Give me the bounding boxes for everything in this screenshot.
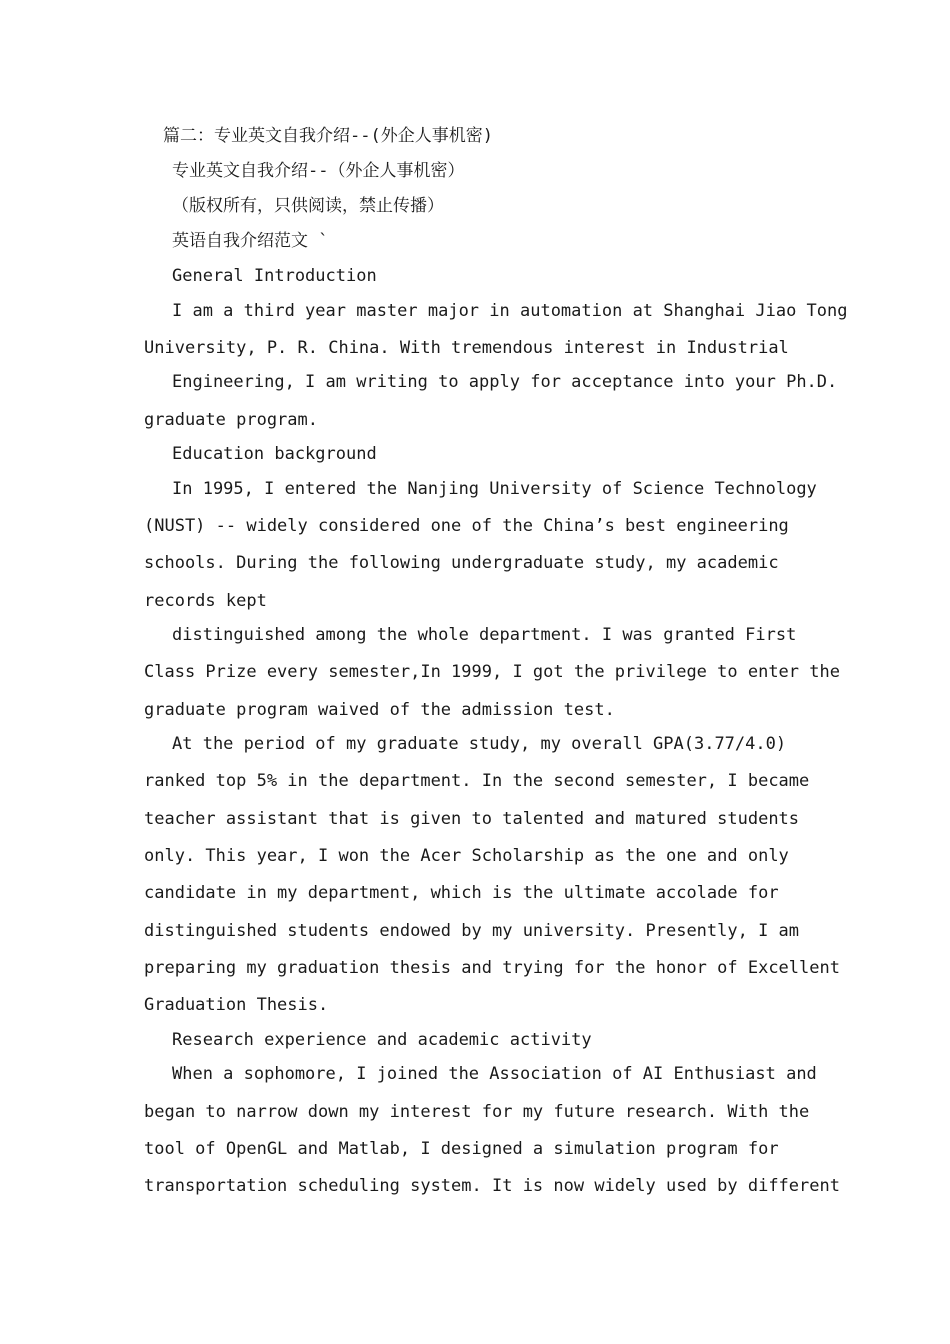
paragraph-line: transportation scheduling system. It is now widely used by different (144, 1176, 840, 1196)
paragraph-line: I am a third year master major in automation at Shanghai Jiao Tong (172, 301, 848, 321)
paragraph-line: At the period of my graduate study, my overall GPA(3.77/4.0) (172, 734, 787, 754)
paragraph-line: preparing my graduation thesis and trying for the honor of Excellent (144, 958, 840, 978)
paragraph-line: records kept (144, 591, 267, 611)
paragraph-line: When a sophomore, I joined the Association of AI Enthusiast and (172, 1064, 817, 1084)
paragraph-line: graduate program waived of the admission test. (144, 700, 615, 720)
sample-heading: 英语自我介绍范文 ` (172, 231, 329, 251)
section-heading-research: Research experience and academic activity (172, 1030, 592, 1050)
paragraph-line: Graduation Thesis. (144, 995, 329, 1015)
paragraph-line: ranked top 5% in the department. In the second semester, I became (144, 771, 810, 791)
paragraph-line: teacher assistant that is given to talented and matured students (144, 809, 800, 829)
paragraph-line: In 1995, I entered the Nanjing University of Science Technology (172, 479, 817, 499)
paragraph-line: schools. During the following undergraduate study, my academic (144, 553, 779, 573)
paragraph-line: tool of OpenGL and Matlab, I designed a simulation program for (144, 1139, 779, 1159)
copyright-notice: （版权所有，只供阅读，禁止传播） (172, 196, 444, 216)
section-heading-education: Education background (172, 444, 377, 464)
paragraph-line: University, P. R. China. With tremendous interest in Industrial (144, 338, 789, 358)
paragraph-line: distinguished students endowed by my university. Presently, I am (144, 921, 800, 941)
paragraph-line: distinguished among the whole department. I was granted First (172, 625, 797, 645)
section-heading-general: General Introduction (172, 266, 377, 286)
paragraph-line: Class Prize every semester,In 1999, I got the privilege to enter the (144, 662, 840, 682)
paragraph-line: only. This year, I won the Acer Scholarship as the one and only (144, 846, 789, 866)
paragraph-line: began to narrow down my interest for my future research. With the (144, 1102, 810, 1122)
paragraph-line: Engineering, I am writing to apply for acceptance into your Ph.D. (172, 372, 838, 392)
document-subtitle: 专业英文自我介绍--（外企人事机密） (172, 161, 465, 181)
paragraph-line: graduate program. (144, 410, 318, 430)
paragraph-line: candidate in my department, which is the ultimate accolade for (144, 883, 779, 903)
document-title: 篇二：专业英文自我介绍--(外企人事机密) (163, 126, 493, 146)
paragraph-line: (NUST) -- widely considered one of the China’s best engineering (144, 516, 789, 536)
